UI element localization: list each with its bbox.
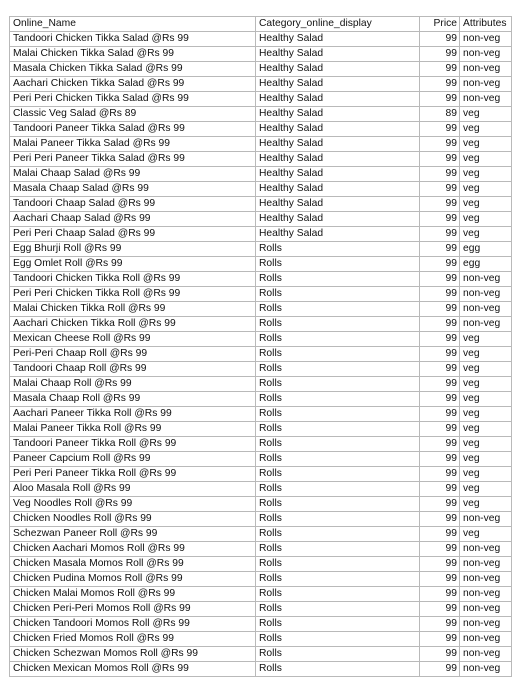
cell-online-name: Peri Peri Paneer Tikka Roll @Rs 99 (10, 467, 256, 482)
cell-price: 99 (420, 287, 460, 302)
cell-attributes: non-veg (460, 302, 512, 317)
cell-online-name: Chicken Noodles Roll @Rs 99 (10, 512, 256, 527)
cell-category: Rolls (256, 347, 420, 362)
cell-online-name: Chicken Schezwan Momos Roll @Rs 99 (10, 647, 256, 662)
table-row (10, 152, 512, 167)
cell-online-name: Tandoori Chaap Salad @Rs 99 (10, 197, 256, 212)
cell-price: 99 (420, 482, 460, 497)
cell-attributes: veg (460, 212, 512, 227)
cell-attributes: veg (460, 452, 512, 467)
cell-online-name: Masala Chaap Salad @Rs 99 (10, 182, 256, 197)
table-row (10, 497, 512, 512)
cell-category: Rolls (256, 542, 420, 557)
cell-online-name: Malai Paneer Tikka Salad @Rs 99 (10, 137, 256, 152)
cell-category: Healthy Salad (256, 32, 420, 47)
cell-price: 99 (420, 317, 460, 332)
cell-category: Rolls (256, 332, 420, 347)
cell-online-name: Peri-Peri Chaap Roll @Rs 99 (10, 347, 256, 362)
table-row (10, 92, 512, 107)
cell-category: Rolls (256, 632, 420, 647)
menu-table (9, 16, 512, 677)
cell-attributes: non-veg (460, 272, 512, 287)
cell-online-name: Masala Chaap Roll @Rs 99 (10, 392, 256, 407)
cell-attributes: veg (460, 332, 512, 347)
table-row (10, 242, 512, 257)
cell-attributes: non-veg (460, 572, 512, 587)
cell-category: Rolls (256, 557, 420, 572)
cell-attributes: veg (460, 527, 512, 542)
table-row (10, 227, 512, 242)
cell-category: Rolls (256, 497, 420, 512)
cell-price: 99 (420, 137, 460, 152)
cell-online-name: Peri Peri Chaap Salad @Rs 99 (10, 227, 256, 242)
cell-online-name: Veg Noodles Roll @Rs 99 (10, 497, 256, 512)
cell-attributes: non-veg (460, 647, 512, 662)
cell-online-name: Peri Peri Paneer Tikka Salad @Rs 99 (10, 152, 256, 167)
cell-online-name: Tandoori Chaap Roll @Rs 99 (10, 362, 256, 377)
cell-category: Healthy Salad (256, 47, 420, 62)
cell-attributes: non-veg (460, 602, 512, 617)
cell-price: 99 (420, 437, 460, 452)
cell-category: Rolls (256, 242, 420, 257)
table-row (10, 197, 512, 212)
cell-category: Rolls (256, 587, 420, 602)
cell-price: 99 (420, 572, 460, 587)
cell-attributes: veg (460, 227, 512, 242)
cell-online-name: Aachari Chicken Tikka Roll @Rs 99 (10, 317, 256, 332)
table-row (10, 452, 512, 467)
cell-online-name: Malai Chaap Salad @Rs 99 (10, 167, 256, 182)
cell-price: 99 (420, 212, 460, 227)
cell-price: 99 (420, 152, 460, 167)
table-row (10, 107, 512, 122)
cell-attributes: veg (460, 392, 512, 407)
cell-price: 99 (420, 272, 460, 287)
table-row (10, 557, 512, 572)
table-row (10, 392, 512, 407)
cell-attributes: veg (460, 107, 512, 122)
table-row (10, 587, 512, 602)
cell-price: 99 (420, 92, 460, 107)
cell-online-name: Chicken Fried Momos Roll @Rs 99 (10, 632, 256, 647)
table-row (10, 467, 512, 482)
cell-attributes: veg (460, 137, 512, 152)
cell-attributes: non-veg (460, 587, 512, 602)
cell-attributes: veg (460, 182, 512, 197)
table-row (10, 377, 512, 392)
cell-attributes: non-veg (460, 287, 512, 302)
table-row (10, 542, 512, 557)
cell-price: 99 (420, 617, 460, 632)
cell-price: 99 (420, 62, 460, 77)
cell-attributes: non-veg (460, 632, 512, 647)
cell-attributes: non-veg (460, 77, 512, 92)
cell-category: Rolls (256, 287, 420, 302)
cell-price: 99 (420, 452, 460, 467)
cell-attributes: non-veg (460, 662, 512, 677)
cell-attributes: veg (460, 482, 512, 497)
table-row (10, 647, 512, 662)
cell-online-name: Malai Chaap Roll @Rs 99 (10, 377, 256, 392)
table-row (10, 332, 512, 347)
table-row (10, 632, 512, 647)
cell-category: Rolls (256, 437, 420, 452)
cell-price: 99 (420, 527, 460, 542)
cell-price: 99 (420, 47, 460, 62)
cell-online-name: Malai Chicken Tikka Salad @Rs 99 (10, 47, 256, 62)
table-row (10, 32, 512, 47)
cell-attributes: non-veg (460, 512, 512, 527)
cell-attributes: veg (460, 152, 512, 167)
cell-online-name: Chicken Mexican Momos Roll @Rs 99 (10, 662, 256, 677)
table-row (10, 437, 512, 452)
cell-price: 99 (420, 32, 460, 47)
cell-category: Rolls (256, 527, 420, 542)
cell-online-name: Aloo Masala Roll @Rs 99 (10, 482, 256, 497)
table-row (10, 347, 512, 362)
cell-category: Rolls (256, 482, 420, 497)
cell-attributes: non-veg (460, 92, 512, 107)
cell-price: 99 (420, 512, 460, 527)
cell-online-name: Malai Chicken Tikka Roll @Rs 99 (10, 302, 256, 317)
cell-category: Rolls (256, 422, 420, 437)
cell-attributes: non-veg (460, 32, 512, 47)
cell-attributes: veg (460, 407, 512, 422)
cell-price: 99 (420, 77, 460, 92)
cell-category: Rolls (256, 377, 420, 392)
cell-price: 99 (420, 332, 460, 347)
header-attributes: Attributes (460, 17, 512, 32)
cell-online-name: Schezwan Paneer Roll @Rs 99 (10, 527, 256, 542)
cell-attributes: non-veg (460, 317, 512, 332)
cell-online-name: Peri Peri Chicken Tikka Roll @Rs 99 (10, 287, 256, 302)
cell-price: 99 (420, 542, 460, 557)
table-row (10, 602, 512, 617)
cell-price: 99 (420, 392, 460, 407)
header-row (10, 17, 512, 32)
table-row (10, 212, 512, 227)
cell-price: 99 (420, 587, 460, 602)
cell-category: Rolls (256, 272, 420, 287)
cell-online-name: Peri Peri Chicken Tikka Salad @Rs 99 (10, 92, 256, 107)
cell-category: Rolls (256, 257, 420, 272)
cell-attributes: veg (460, 122, 512, 137)
cell-online-name: Tandoori Paneer Tikka Salad @Rs 99 (10, 122, 256, 137)
table-row (10, 482, 512, 497)
cell-price: 99 (420, 662, 460, 677)
cell-attributes: veg (460, 362, 512, 377)
cell-price: 99 (420, 422, 460, 437)
cell-attributes: veg (460, 497, 512, 512)
cell-category: Rolls (256, 662, 420, 677)
cell-category: Healthy Salad (256, 227, 420, 242)
table-row (10, 407, 512, 422)
cell-online-name: Aachari Chaap Salad @Rs 99 (10, 212, 256, 227)
cell-online-name: Tandoori Paneer Tikka Roll @Rs 99 (10, 437, 256, 452)
cell-attributes: veg (460, 437, 512, 452)
cell-attributes: veg (460, 467, 512, 482)
cell-category: Healthy Salad (256, 92, 420, 107)
table-row (10, 512, 512, 527)
cell-category: Rolls (256, 467, 420, 482)
cell-online-name: Chicken Peri-Peri Momos Roll @Rs 99 (10, 602, 256, 617)
cell-online-name: Masala Chicken Tikka Salad @Rs 99 (10, 62, 256, 77)
table-row (10, 362, 512, 377)
table-row (10, 617, 512, 632)
cell-price: 99 (420, 182, 460, 197)
cell-online-name: Chicken Tandoori Momos Roll @Rs 99 (10, 617, 256, 632)
cell-price: 99 (420, 362, 460, 377)
cell-category: Rolls (256, 647, 420, 662)
cell-category: Healthy Salad (256, 122, 420, 137)
cell-category: Rolls (256, 317, 420, 332)
cell-online-name: Malai Paneer Tikka Roll @Rs 99 (10, 422, 256, 437)
cell-price: 99 (420, 407, 460, 422)
cell-online-name: Tandoori Chicken Tikka Salad @Rs 99 (10, 32, 256, 47)
cell-category: Rolls (256, 392, 420, 407)
table-row (10, 167, 512, 182)
cell-price: 99 (420, 347, 460, 362)
cell-online-name: Egg Bhurji Roll @Rs 99 (10, 242, 256, 257)
table-row (10, 77, 512, 92)
cell-category: Healthy Salad (256, 107, 420, 122)
table-row (10, 47, 512, 62)
cell-price: 99 (420, 227, 460, 242)
cell-online-name: Aachari Chicken Tikka Salad @Rs 99 (10, 77, 256, 92)
cell-category: Healthy Salad (256, 212, 420, 227)
cell-attributes: veg (460, 422, 512, 437)
cell-price: 99 (420, 557, 460, 572)
cell-online-name: Chicken Masala Momos Roll @Rs 99 (10, 557, 256, 572)
cell-category: Rolls (256, 302, 420, 317)
cell-online-name: Chicken Aachari Momos Roll @Rs 99 (10, 542, 256, 557)
cell-price: 99 (420, 602, 460, 617)
cell-price: 99 (420, 122, 460, 137)
cell-category: Rolls (256, 602, 420, 617)
cell-attributes: non-veg (460, 62, 512, 77)
header-online-name: Online_Name (10, 17, 256, 32)
table-row (10, 302, 512, 317)
cell-price: 99 (420, 242, 460, 257)
cell-category: Rolls (256, 572, 420, 587)
cell-price: 99 (420, 167, 460, 182)
cell-attributes: veg (460, 167, 512, 182)
table-row (10, 287, 512, 302)
table-row (10, 182, 512, 197)
cell-price: 99 (420, 257, 460, 272)
cell-category: Healthy Salad (256, 152, 420, 167)
cell-price: 99 (420, 302, 460, 317)
cell-category: Rolls (256, 452, 420, 467)
table-row (10, 62, 512, 77)
cell-category: Healthy Salad (256, 167, 420, 182)
table-row (10, 527, 512, 542)
cell-attributes: non-veg (460, 47, 512, 62)
cell-category: Rolls (256, 512, 420, 527)
table-row (10, 422, 512, 437)
cell-category: Rolls (256, 362, 420, 377)
table-row (10, 272, 512, 287)
cell-attributes: egg (460, 257, 512, 272)
cell-category: Rolls (256, 617, 420, 632)
cell-attributes: non-veg (460, 617, 512, 632)
cell-online-name: Paneer Capcium Roll @Rs 99 (10, 452, 256, 467)
table-row (10, 317, 512, 332)
cell-online-name: Classic Veg Salad @Rs 89 (10, 107, 256, 122)
table-row (10, 257, 512, 272)
cell-attributes: non-veg (460, 542, 512, 557)
table-row (10, 662, 512, 677)
cell-attributes: veg (460, 197, 512, 212)
cell-attributes: veg (460, 377, 512, 392)
cell-price: 99 (420, 497, 460, 512)
table-row (10, 137, 512, 152)
cell-category: Healthy Salad (256, 77, 420, 92)
cell-online-name: Mexican Cheese Roll @Rs 99 (10, 332, 256, 347)
cell-online-name: Chicken Malai Momos Roll @Rs 99 (10, 587, 256, 602)
cell-category: Healthy Salad (256, 137, 420, 152)
cell-category: Healthy Salad (256, 182, 420, 197)
cell-attributes: veg (460, 347, 512, 362)
cell-price: 99 (420, 467, 460, 482)
cell-category: Healthy Salad (256, 62, 420, 77)
table-row (10, 572, 512, 587)
header-price: Price (420, 17, 460, 32)
cell-online-name: Aachari Paneer Tikka Roll @Rs 99 (10, 407, 256, 422)
cell-category: Rolls (256, 407, 420, 422)
cell-price: 89 (420, 107, 460, 122)
cell-price: 99 (420, 197, 460, 212)
cell-price: 99 (420, 647, 460, 662)
cell-price: 99 (420, 377, 460, 392)
cell-online-name: Chicken Pudina Momos Roll @Rs 99 (10, 572, 256, 587)
cell-online-name: Tandoori Chicken Tikka Roll @Rs 99 (10, 272, 256, 287)
cell-attributes: non-veg (460, 557, 512, 572)
cell-category: Healthy Salad (256, 197, 420, 212)
table-row (10, 122, 512, 137)
cell-attributes: egg (460, 242, 512, 257)
cell-price: 99 (420, 632, 460, 647)
cell-online-name: Egg Omlet Roll @Rs 99 (10, 257, 256, 272)
header-category: Category_online_display (256, 17, 420, 32)
